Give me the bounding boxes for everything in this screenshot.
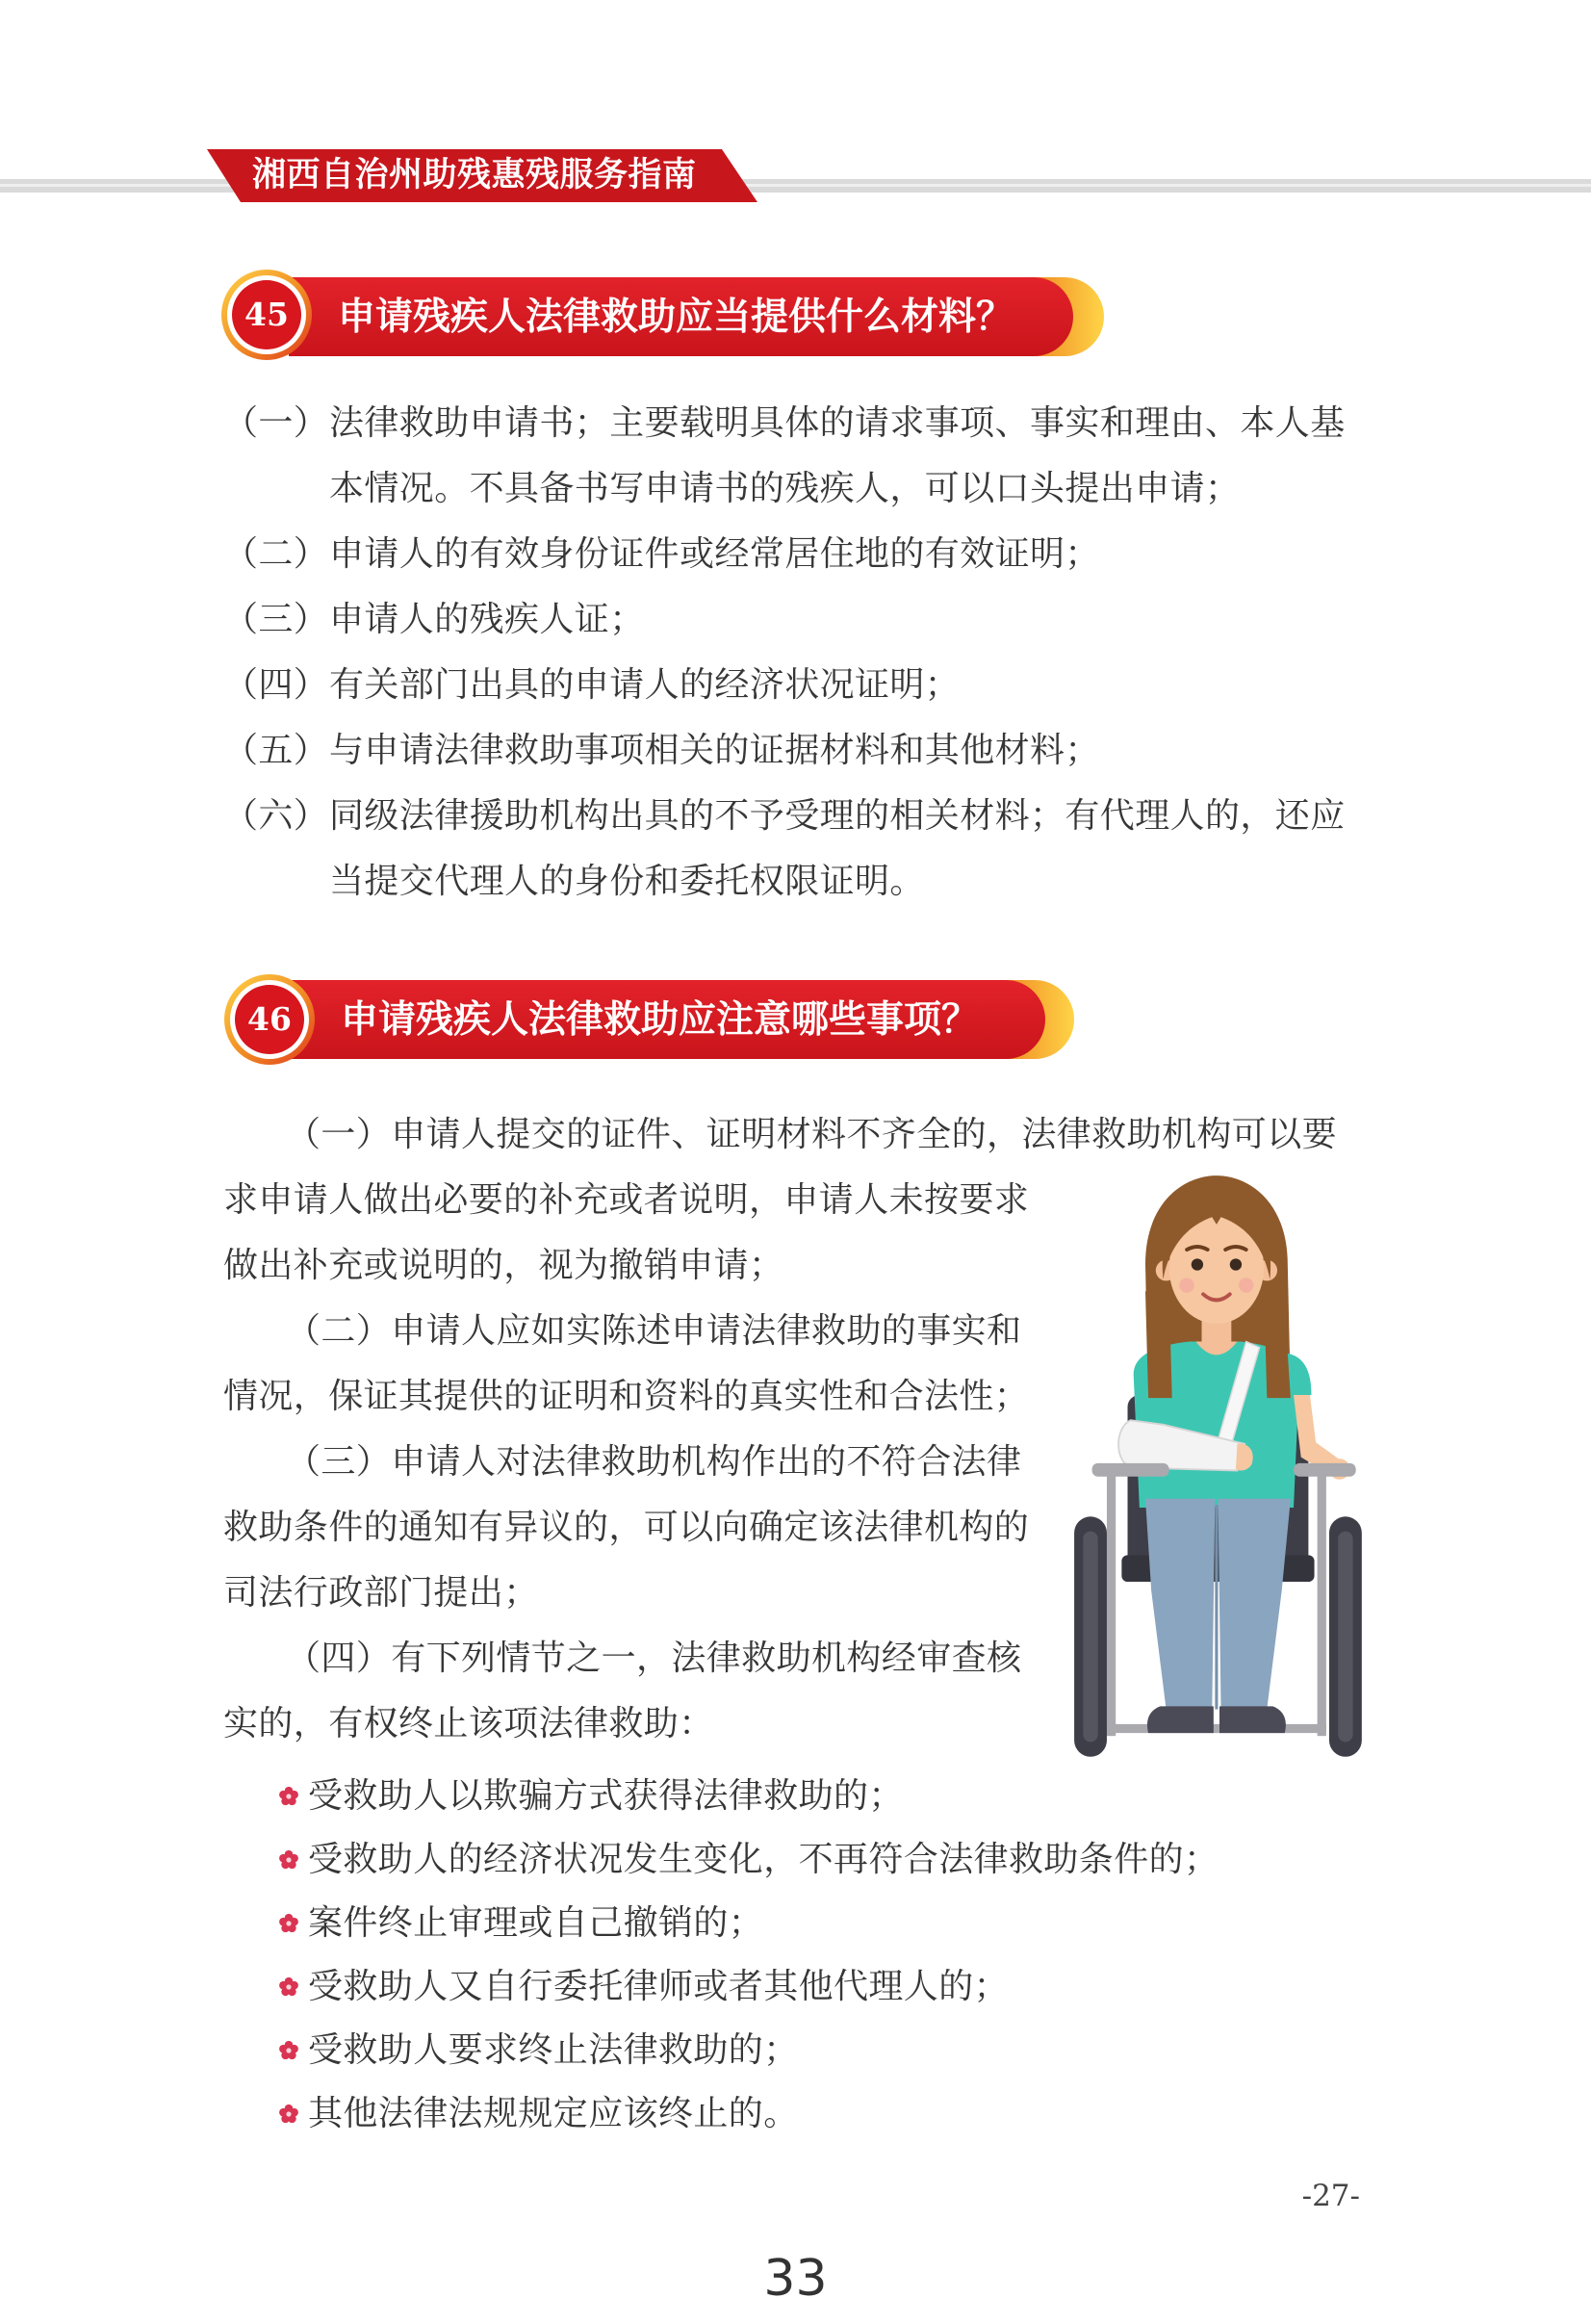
list-item [0,653,1591,718]
item-marker: （四） [223,665,329,705]
paragraph-line: （二）申请人应如实陈述申请法律救助的事实和 [286,1311,1022,1351]
list-item [0,784,1591,915]
woman-in-wheelchair-illustration [1071,1173,1368,1766]
paragraph-line: 情况，保证其提供的证明和资料的真实性和合法性； [223,1377,1030,1416]
bullet-item [277,1892,1336,1955]
section-46-number-badge [224,974,315,1065]
item-line: 与申请法律救助事项相关的证据材料和其他材料； [329,731,1100,770]
flower-bullet-icon [277,1848,300,1872]
paragraph-line: 救助条件的通知有异议的，可以向确定该法律机构的 [223,1508,1030,1547]
flower-bullet-icon [277,2103,300,2126]
item-line: 有关部门出具的申请人的经济状况证明； [329,665,961,705]
bullet-item [277,1828,1336,1892]
item-line: 申请人的有效身份证件或经常居住地的有效证明； [329,534,1100,574]
bullet-text: 案件终止审理或自己撤销的； [308,1903,764,1943]
header-title: 湘西自治州助残惠残服务指南 [252,156,697,194]
item-marker: （三） [223,600,329,639]
list-item [0,718,1591,784]
bullet-text: 受救助人要求终止法律救助的； [308,2030,799,2070]
paragraph-line: 司法行政部门提出； [223,1573,539,1613]
paragraph-line: 求申请人做出必要的补充或者说明，申请人未按要求 [223,1180,1030,1220]
section-46-bullets [277,1765,1336,2146]
flower-bullet-icon [277,2039,300,2062]
flower-bullet-icon [277,1785,300,1808]
section-46-title: 申请残疾人法律救助应注意哪些事项？ [341,997,980,1042]
item-line: 申请人的残疾人证； [329,600,645,639]
item-marker: （二） [223,534,329,574]
section-45-title: 申请残疾人法律救助应当提供什么材料？ [338,295,1014,339]
bullet-text: 受救助人的经济状况发生变化，不再符合法律救助条件的； [308,1840,1219,1879]
item-marker: （六） [223,796,329,836]
item-line: 同级法律援助机构出具的不予受理的相关材料；有代理人的，还应 [329,796,1346,836]
bullet-item [277,1955,1336,2019]
bullet-text: 受救助人又自行委托律师或者其他代理人的； [308,1967,1010,2006]
flower-bullet-icon [277,1912,300,1935]
bullet-text: 其他法律法规规定应该终止的。 [308,2094,799,2133]
flower-bullet-icon [277,1975,300,1999]
section-45-list [0,391,1591,915]
paragraph-line: （一）申请人提交的证件、证明材料不齐全的，法律救助机构可以要 [286,1115,1338,1154]
paragraph-line: 做出补充或说明的，视为撤销申请； [223,1246,784,1285]
sheet-page-number: 33 [763,2250,828,2308]
list-item [0,522,1591,587]
printed-page-number: -27- [1301,2179,1360,2213]
item-line: 当提交代理人的身份和委托权限证明。 [329,862,925,901]
bullet-item [277,1765,1336,1828]
item-marker: （一） [223,403,329,443]
item-marker: （五） [223,731,329,770]
list-item [0,587,1591,653]
bullet-text: 受救助人以欺骗方式获得法律救助的； [308,1776,904,1816]
section-45-number: 45 [232,280,301,349]
paragraph-line: （三）申请人对法律救助机构作出的不符合法律 [286,1442,1022,1482]
bullet-item [277,2019,1336,2082]
item-line: 法律救助申请书；主要载明具体的请求事项、事实和理由、本人基 [329,403,1346,443]
paragraph-line: （四）有下列情节之一，法律救助机构经审查核 [286,1639,1022,1678]
item-line: 本情况。不具备书写申请书的残疾人，可以口头提出申请； [329,469,1241,508]
section-46-number: 46 [235,985,304,1054]
paragraph-line: 实的，有权终止该项法律救助： [223,1704,714,1743]
section-45-number-badge [221,270,312,360]
list-item [0,391,1591,522]
bullet-item [277,2082,1336,2146]
